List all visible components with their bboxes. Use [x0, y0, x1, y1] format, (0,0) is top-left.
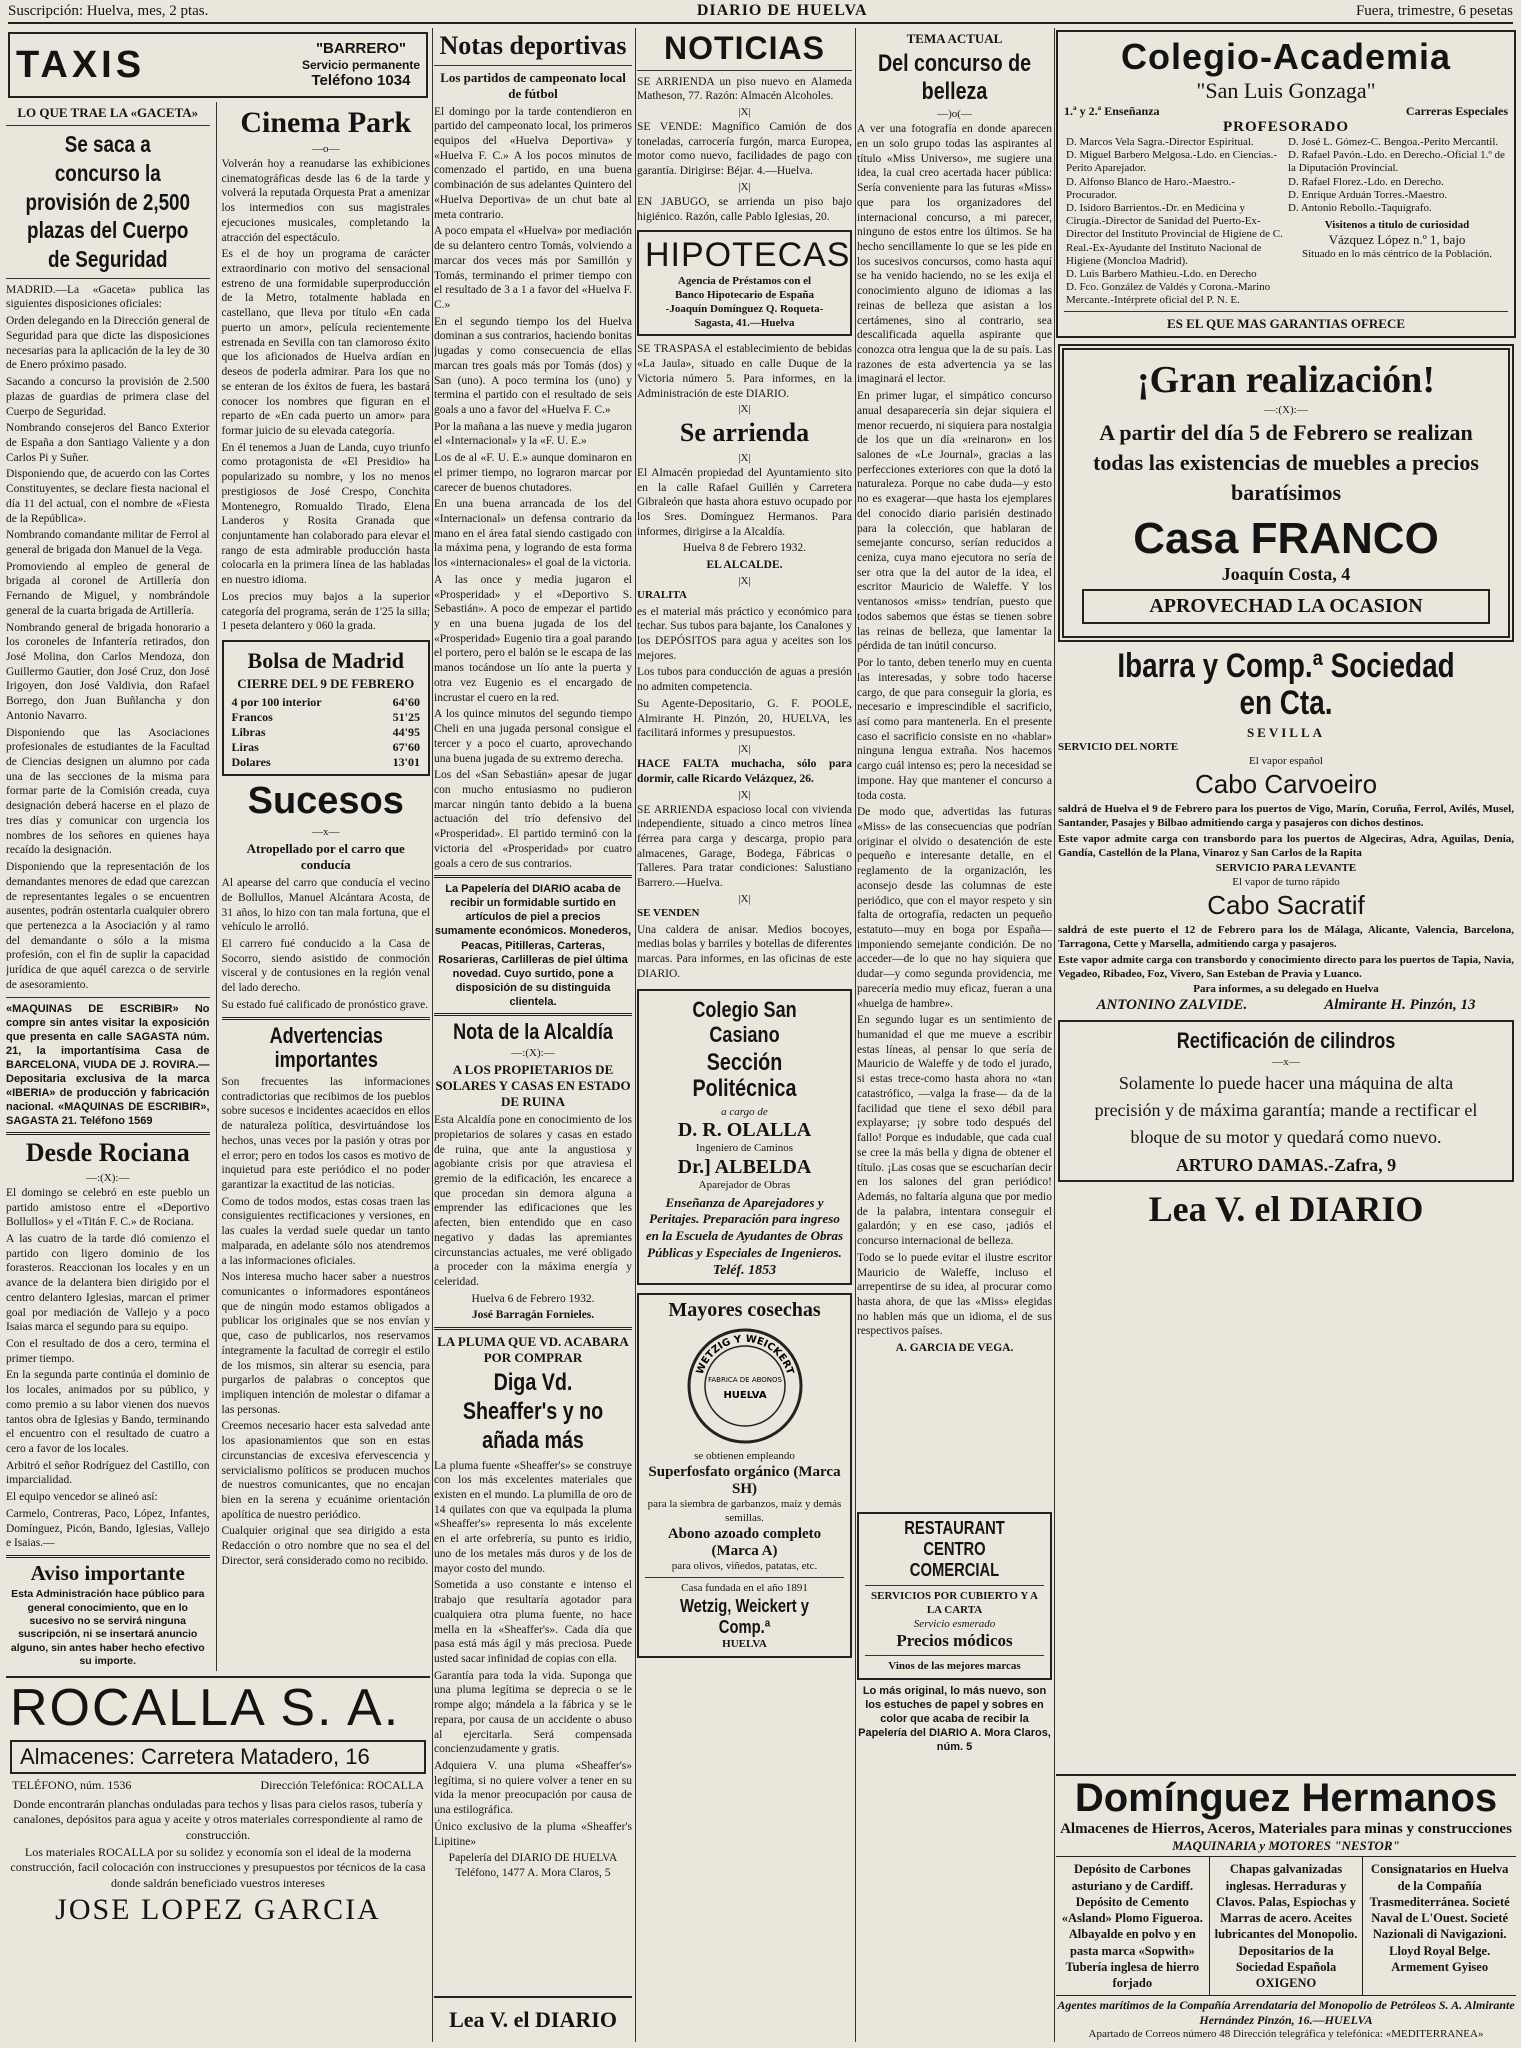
bolsa-name: Dolares [231, 755, 271, 770]
hipotecas-subtitle: Agencia de Préstamos con el [677, 275, 812, 288]
restaurant-line-1: SERVICIOS POR CUBIERTO Y A LA CARTA [871, 1590, 1038, 1616]
gaceta-paragraph: Promoviendo al empleo de general de brigada al coronel de Artillería don Fernando de Miguel, y nombrándole general de la cuarta brigada de Artillería. [6, 560, 210, 617]
colegio-address: Vázquez López n.º 1, bajo [1328, 232, 1466, 248]
cilindros-name: ARTURO DAMAS.-Zafra, 9 [1175, 1154, 1397, 1175]
advertencias-paragraph: Son frecuentes las informaciones contradictorias que recibimos de los pueblos sobre sucesos e incidentes acaecidos en ellos de naturaleza política, desvirtuándose los hechos, unas veces por la pasión y otras por el error; pero en todos los casos es motivo de inquietud para este periódico el no poder garantizar la exactitud de las noticias. [221, 1075, 430, 1191]
hace-falta-ad: HACE FALTA muchacha, sólo para dormir, calle Ricardo Velázquez, 26. [637, 758, 852, 785]
header-masthead: DIARIO DE HUELVA [696, 2, 868, 19]
concurso-title: Del concurso de belleza [877, 50, 1032, 105]
bolsa-name: 4 por 100 interior [231, 695, 322, 710]
dominguez-subtitle: Almacenes de Hierros, Aceros, Materiales para minas y construcciones [1060, 1821, 1512, 1838]
ibarra-service-2: SERVICIO PARA LEVANTE [1215, 862, 1357, 875]
colegio-prof-item: D. Enrique Arduán Torres.-Maestro. [1288, 188, 1448, 201]
advertencias-paragraph: Nos interesa mucho hacer saber a nuestros comunicantes o informadores espontáneos que de ningún modo estamos obligados a publicar los originales que se nos envían y que, caso de publicarlos, nos reservamos íntegramente la facultad de corregir el estilo de los mismos, sin alterar su esencia, para purgarlos de palabras o conceptos que impliquen intención de molestar o difamar a las personas. [221, 1271, 430, 1416]
restaurant-line-3: Precios módicos [896, 1631, 1013, 1651]
rociana-paragraph: A las cuatro de la tarde dió comienzo el partido con ligero dominio de los forasteros. Reaccionan los locales y en un avance de la delantera bien dirigido por el centro delantero Iglesias, marcan el primer goal por mediación de Vallejo y a poco Isaias marca el segundo para su equipo. [6, 1232, 210, 1334]
arrienda-title: Se arrienda [679, 418, 810, 448]
uralita-paragraph: Su Agente-Depositario, G. F. POOLE, Almirante H. Pinzón, 20, HUELVA, les facilitará informes y presupuestos. [637, 697, 852, 740]
colegio-prof-item: D. Miguel Barbero Melgosa.-Ldo. en Ciencias.-Perito Aparejador. [1066, 149, 1278, 175]
uralita-paragraph: es el material más práctico y económico para techar. Sus tubos para bajante, los Canalones y los DEPÓSITOS para agua y aceites son los mejores. [637, 605, 852, 662]
uralita-paragraph: Los tubos para conducción de aguas a presión no admiten competencia. [637, 666, 852, 694]
hipotecas-ad [637, 230, 852, 336]
seal-sub: FABRICA DE ABONOS [707, 1376, 782, 1385]
rociana-paragraph: El equipo vencedor se alineó así: [6, 1491, 158, 1504]
column-2: Notas deportivas Los partidos de campeonato local de fútbol El domingo por la tarde contendieron en partido del campeonato local, los primeros equipos del «Huelva Deportiva» y «Huelva F. C.» A los pocos minutos de comenzado el partido, en una buena combinación de sus adelantes Quintero del «Huelva Deportiva» de un chut bate al meta contrario. A poco empata el «Huelva» por mediación de su delantero centro Tomás, volviendo a marcar dos veces más por Samillón y Tomás, terminando el primer tiempo con el resultado de 3 a 1 a favor del «Huelva F. C.» En el segundo tiempo los del Huelva dominan a sus contrarios, haciendo bonitas jugadas y como consecuencia de ellas marcan tres goals más por Tomás (dos) y San (uno). A poco termina los (uno) y termina el partido con el resultado de seis goals a uno a favor del «Huelva F. C.» Por la mañana a las nueve y media jugaron el «Internacional» y la «F. U. E.» Los de al «F. U. E.» aunque dominaron en el primer tiempo, no lograron marcar por carecer de buenos chutadores. En una buena arrancada de los del «Internacional» un defensa contrario da mano en el área fatal siendo castigado con la máxima pena, y logrando de esta forma los «internacionales» el goal de la victoria. A las once y media jugaron el «Prosperidad» y el «Deportivo S. Sebastián». A poco de empezar el partido y en una buena jugada de los del «Prosperidad» Eugenio tira a goal parando el portero, pero el balón se le escapa de las manos tocándose un lío ante la puerta y otra vez Eugenio es el encargado de incrustar el cuero en la red. A los quince minutos del segundo tiempo Cheli en una jugada personal consigue el tercer y a poco el cuarto, aprovechando una buena jugada de su extremo derecha. Los del «San Sebastián» apesar de jugar con mucho entusiasmo no pudieron marcar ningún tanto debido a la buena actuación del trío defensivo del «Prosperidad». El partido terminó con la victoria del «Prosperidad» por cuatro goals a cero de sus contrarios. La Papelería del DIARIO acaba de recibir un formidable surtido en artículos de piel a precios sumamente económicos. Monederos, Peacas, Pitilleras, Carteras, Rosarieras, Carlilleras de piel última novedad. Cuyo surtido, pone a disposición de su distinguida clientela. Nota de la Alcaldía —:(X):— A LOS PROPIETARIOS DE SOLARES Y CASAS EN ESTADO DE RUINA Esta Alcaldía pone en conocimiento de los propietarios de solares y casas en estado de ruina, que ante la angustiosa y agobiante crisis por que atraviesa el gremio de la edificación, les encarece a que procedan sin demora alguna a emprender las edificaciones que les afecten, bien entendido que en caso negativo y dadas las apremiantes circunstancias actuales, me veré obligado a proceder con la máxima energía y celeridad. Huelva 6 de Febrero 1932. José Barragán Fornieles. LA PLUMA QUE VD. ACABARA POR COMPRAR Diga Vd. Sheaffer's y no añada más La pluma fuente «Sheaffer's» se construye con los más excelentes materiales que existen en el mundo. La plumilla de oro de 14 quilates con que va equipada la pluma «Sheaffer's» representa lo más excelente en el arte orfebrería, su punto es iridio, uno de los metales más duros y de los de mayor costo del mundo. Sometida a uso constante e intenso el trabajo que resultaría agotador para cualquiera otra pluma fuente, no hace mella en la «Sheaffer's». Cada día que pasa está más ágil y más preciosa. Puede usted sacar infinidad de copias con ella. Garantía para toda la vida. Suponga que una pluma legítima se deprecia o se le rompe algo; mándela a la fábrica y se le repara, por causa de un accidente o abuso al ejercitarla. Será compensada concienzudamente y gratis. Adquiera V. una pluma «Sheaffer's» legítima, si no quiere volver a tener en su vida la menor preocupación por causa de una estilográfica. Único exclusivo de la pluma «Sheaffer's Lipitine» Papelería del DIARIO DE HUELVA Teléfono, 1477 A. Mora Claros, 5 Lea V. el DIARIO [434, 28, 632, 2042]
sucesos-paragraph: Al apearse del carro que conducía el vecino de Bollullos, Manuel Alcántara Acosta, de 31 años, lo hizo con tan mala fortuna, que el vehículo le arrolló. [221, 877, 430, 934]
ibarra-vapor-2: El vapor de turno rápido [1232, 875, 1340, 888]
cilindros-ad: Rectificación de cilindros —x— Solamente lo puede hacer una máquina de alta precisión y de máxima garantía; mande a rectificar el bloque de su motor y quedará como nuevo. ARTURO DAMAS.-Zafra, 9 [1058, 1020, 1514, 1182]
table-row [230, 725, 422, 740]
franco-ad: ¡Gran realización! —:(X):— A partir del día 5 de Febrero se realizan todas las existencias de muebles a precios baratísimos Casa FRANCO Joaquín Costa, 4 APROVECHAD LA OCASION [1058, 344, 1514, 641]
cinema-paragraph: Volverán hoy a reanudarse las exhibiciones cinematográficas desde las 6 de la tarde y volverá la reputada Orquesta Prat a amenizar los intermedios con sus magistrales ejecuciones musicales, completando la atracción del espectáculo. [221, 158, 430, 244]
se-venden-text: Una caldera de anisar. Medios bocoyes, medias bolas y barriles y botellas de diferentes marcas. Para informes, en las oficinas de este DIARIO. [637, 923, 852, 980]
sheaffer-paragraph: Único exclusivo de la pluma «Sheaffer's Lipitine» [434, 1820, 632, 1848]
gaceta-paragraph: Nombrando consejeros del Banco Exterior de España a don Santiago Valiente y a don Carlos Pi y Suñer. [6, 422, 210, 464]
rocalla-footer: JOSE LOPEZ GARCIA [55, 1893, 381, 1927]
restaurant-line-2: Servicio esmerado [913, 1617, 996, 1630]
colegio-prof-title: PROFESORADO [1222, 119, 1349, 135]
bolsa-box [222, 640, 430, 776]
cosechas-product-2-desc: para olivos, viñedos, patatas, etc. [671, 1559, 818, 1572]
casiano-title: Colegio San Casiano [692, 997, 797, 1047]
noticias-item: SE ARRIENDA un piso nuevo en Alameda Matheson, 77. Razón: Almacén Alcoholes. [637, 75, 852, 103]
bolsa-name: Francos [231, 710, 273, 725]
maquinas-ad: «MAQUINAS DE ESCRIBIR» No compre sin antes visitar la exposición que presenta en calle SAGASTA núm. 21, la importantísima Casa de BARCELONA, VIUDA DE J. ROVIRA.—Depositaria exclusiva de la marca «IBERIA» de producción y fabricación nacional. «MAQUINAS DE ESCRIBIR», SAGASTA 21. Teléfono 1569 [6, 1002, 210, 1128]
sheaffer-paragraph: Sometida a uso constante e intenso el trabajo que resultaría agotador para cualquiera otra pluma fuente, no hace mella en la «Sheaffer's». Cada día que pasa está más ágil y más preciosa. Puede usted sacar infinidad de copias con ella. [434, 1579, 632, 1665]
column-3: NOTICIAS SE ARRIENDA un piso nuevo en Alameda Matheson, 77. Razón: Almacén Alcoholes. |X| SE VENDE: Magnífico Camión de dos toneladas, carrocería furgón, marca Europea, motor como nuevo, facilidades de pago con garantía. Dirigirse: Béjar. 4.—Huelva. |X| EN JABUGO, se arrienda un piso bajo higiénico. Razón, calle Pablo Iglesias, 20. HIPOTECAS Agencia de Préstamos con el Banco Hipotecario de España -Joaquín Domínguez Q. Roqueta- Sagasta, 41.—Huelva SE TRASPASA el establecimiento de bebidas «La Jaula», situado en calle Duque de la Victoria número 5. Para informes, en la Administración de este DIARIO. |X| Se arrienda |X| El Almacén propiedad del Ayuntamiento sito en la calle Rafael Guillén y Carretera Gibraleón que hasta ahora estuvo ocupado por los Sres. Domínguez Hermanos. Para informes, dirigirse a la Alcaldía. Huelva 8 de Febrero 1932. EL ALCALDE. |X| URALITA es el material más práctico y económico para techar. Sus tubos para bajante, los Canalones y los DEPÓSITOS para agua y aceites son los mejores. Los tubos para conducción de aguas a presión no admiten competencia. Su Agente-Depositario, G. F. POOLE, Almirante H. Pinzón, 20, HUELVA, les facilitará informes y presupuestos. |X| HACE FALTA muchacha, sólo para dormir, calle Ricardo Velázquez, 26. |X| SE ARRIENDA espacioso local con vivienda independiente, situado a cinco metros línea férrea para carga y descarga, propio para almacenes, Garage, Bodega, Fábricas o Talleres. Para tratar condiciones: Salustiano Barrero.—Huelva. |X| SE VENDEN Una caldera de anisar. Medios bocoyes, medias bolas y barriles y botellas de diferentes marcas. Para informes, en las oficinas de este DIARIO. Colegio San Casiano Sección Politécnica a cargo de D. R. OLALLA Ingeniero de Caminos Dr.] ALBELDA Aparejador de Obras Enseñanza de Aparejadores y Peritajes. Preparación para ingreso en la Escuela de Ayudantes de Obras Públicas y Especiales de Ingenieros. Teléf. 1853 Mayores cosechas WETZIG Y WEICKERT FABRICA DE ABONOS HUELVA se obtienen empleando Superfosfato orgánico (Marca SH) para la siembra de garbanzos, maíz y demás semillas. Abono azoado completo (Marca A) para olivos, viñedos, patatas, etc. Casa fundada en el año 1891 Wetzig, Weickert y Comp.ª HUELVA [637, 28, 852, 2042]
dominguez-col-3: Consignatarios en Huelva de la Compañía Trasmediterránea. Societé Naval de L'Ouest. Societé Nazionali di Navigazioni. Lloyd Royal Belge. Armement Gyiseo [1369, 1862, 1510, 1974]
arrienda-dateline: Huelva 8 de Febrero 1932. [683, 542, 806, 555]
franco-title: ¡Gran realización! [1137, 359, 1435, 402]
bolsa-name: Libras [231, 725, 266, 740]
deportivas-paragraph: Por la mañana a las nueve y media jugaron el «Internacional» y la «F. U. E.» [434, 420, 632, 448]
sucesos-subtitle: Atropellado por el carro que conducía [246, 841, 405, 873]
sheaffer-kicker: LA PLUMA QUE VD. ACABARA POR COMPRAR [437, 1334, 629, 1366]
ibarra-address: Almirante H. Pinzón, 13 [1324, 996, 1476, 1013]
rociana-paragraph: Con el resultado de dos a cero, termina el primer tiempo. [6, 1338, 210, 1365]
deportivas-paragraph: A los quince minutos del segundo tiempo Cheli en una jugada personal consigue el tercer y a poco el cuarto, aprovechando una buena jugada de su extremo derecha. [434, 708, 632, 765]
advertencias-title: Advertencias importantes [269, 1022, 383, 1072]
cinema-paragraph: Los precios muy bajos a la superior categoría del programa, serán de 1'25 la silla; 1 peseta delantero y 060 la grada. [221, 590, 430, 633]
se-venden-title: SE VENDEN [637, 906, 700, 919]
dominguez-title: Domínguez Hermanos [1074, 1776, 1498, 1821]
aviso-title: Aviso importante [30, 1561, 185, 1586]
alcaldia-subtitle: A LOS PROPIETARIOS DE SOLARES Y CASAS EN ESTADO DE RUINA [435, 1062, 631, 1110]
colegio-title: Colegio-Academia [1120, 36, 1452, 77]
dominguez-ad [1056, 1774, 1516, 2042]
ibarra-ship-2: Cabo Sacratif [1207, 889, 1365, 920]
bolsa-value: 13'01 [392, 755, 420, 770]
concurso-paragraph: A ver una fotografía en donde aparecen en un solo grupo todas las aspirantes al título «Miss Universo», me sugiere una idea, la cual creo acertada hacer pública: Sería conveniente para las futuras «Miss» que para los organizadores del internacional concurso, a mi parecer, ninguno de estos entre los últimos. Se ha hecho sencillamente lo que se les pide en los sucesivos concursos, como hasta aquí se ha venido haciendo, no se les exija el conocimiento alguno de idiomas a las reinas de belleza que asistan a los certámenes, sino al contrario, sea descalificada aquella aspirante que conozca otra lengua que la de su país. Las razones de esta advertencia ya se las imaginará el lector. [857, 123, 1052, 386]
dominguez-footer: Apartado de Correos número 48 Dirección telegráfica y telefónica: «MEDITERRANEA» [1088, 2028, 1484, 2041]
cilindros-title: Rectificación de cilindros [1176, 1027, 1396, 1053]
concurso-paragraph: Todo se lo puede evitar el ilustre escritor Mauricio de Waleffe, incluso el arrepentirse de su idea, al procurar como hasta ahora, de que las «Miss» elegidas no hablen más que un idioma, el de sus respectivos países. [857, 1251, 1052, 1338]
bolsa-value: 44'95 [392, 725, 420, 740]
arrienda-text: El Almacén propiedad del Ayuntamiento sito en la calle Rafael Guillén y Carretera Gibraleón que hasta ahora estuvo ocupado por los Sres. Domínguez Hermanos. Para informes, dirigirse a la Alcaldía. [637, 466, 852, 538]
cosechas-product-1: Superfosfato orgánico (Marca SH) [648, 1464, 841, 1498]
cosechas-ad [637, 1293, 852, 1658]
bolsa-value: 51'25 [392, 710, 420, 725]
lea-diario: Lea V. el DIARIO [1148, 1188, 1424, 1229]
colegio-ad [1056, 30, 1516, 338]
original-ad: Lo más original, lo más nuevo, son los estuches de papel y sobres en color que acaba de recibir la Papelería del DIARIO A. Mora Claros, núm. 5 [858, 1685, 1051, 1754]
hipotecas-bank: Banco Hipotecario de España [674, 289, 815, 302]
cinema-paragraph: Es el de hoy un programa de carácter extraordinario con motivo del sensacional estreno de una formidable superproducción de la Metro, totalmente hablada en castellano, que lleva por título «En cada puerto un amor», película recientemente estrenada en Sevilla con tan clamoroso éxito que los aficionados de Huelva ardían en deseos de poderla admirar. Para los que no se enteran de los éxitos de fuera, les bastará conocer los nombres que figuran en el reparto de «En cada puerto un amor» para formar juicio de su elevada categoría. [221, 248, 430, 437]
ibarra-text-1b: Este vapor admite carga con transbordo para los puertos de Algeciras, Adra, Aguilas, Denia, Gandía, Castellón de la Plana, Vinaroz y San Carlos de la Rapita [1058, 832, 1514, 860]
alcaldia-title: Nota de la Alcaldía [453, 1018, 613, 1044]
papeleria-ad: La Papelería del DIARIO acaba de recibir un formidable surtido en artículos de piel a precios sumamente económicos. Monederos, Peacas, Pitilleras, Carteras, Rosarieras, Carlilleras de piel última novedad. Cuyo surtido, pone a disposición de su distinguida clientela. [434, 883, 632, 1008]
gaceta-paragraph: Nombrando comandante militar de Ferrol al general de brigada don Manuel de la Vega. [6, 529, 210, 556]
colegio-prof-item: D. Fco. González de Valdés y Corona.-Marino Mercante.-Intérprete oficial del P. N. E. [1066, 281, 1271, 307]
rociana-paragraph: Carmelo, Contreras, Paco, López, Infantes, Domínguez, Picón, Bando, Iglesias, Vallejo e Isaias.— [6, 1507, 210, 1550]
ibarra-ship-1: Cabo Carvoeiro [1194, 768, 1378, 799]
cosechas-title: Mayores cosechas [668, 1299, 821, 1322]
deportivas-paragraph: En una buena arrancada de los del «Internacional» un defensa contrario da mano en el área fatal siendo castigado con la máxima pena, y logrando de esta forma los «internacionales» el goal de la victoria. [434, 498, 632, 570]
franco-name: Casa FRANCO [1133, 513, 1439, 563]
colegio-left-label: 1.ª y 2.ª Enseñanza [1064, 104, 1160, 118]
colegio-prof-item: D. Marcos Vela Sagra.-Director Espiritual. [1066, 136, 1254, 148]
gaceta-paragraph: Disponiendo que la representación de los demandantes menores de edad que carezcan de representantes legales o se encuentren ausentes, podrán ostentarla cualquier obrero que pertenezca a la Asociación y al ramo del demandante o sólo a la misma profesión, con el fin de suplir la capacidad jurídica de que aquél carezca o de servirle de asesoramiento. [6, 861, 210, 991]
dominguez-agents: Agentes marítimos de la Compañía Arrendataria del Monopolio de Petróleos S. A. Almirante Hernández Pinzón, 16.—HUELVA [1056, 1995, 1516, 2028]
rocalla-ad [6, 1676, 430, 1927]
gaceta-paragraph: Disponiendo que las Asociaciones profesionales de estudiantes de la Facultad de Ciencias designen un alumno por cada una de las secciones de la misma para formar parte de la Comisión creada, cuya designación deberá hacerse en el plazo de tres días y comunicar con urgencia los nombres de los señores en quienes haya recaído la designación. [6, 726, 210, 857]
alcaldia-paragraph: Esta Alcaldía pone en conocimiento de los propietarios de solares y casas en estado de ruina, que ante la angustiosa y agobiante crisis por que atraviesa el gremio de la edificación, les encarece a que procedan sin demora alguna a emprender las edificaciones que les afecten, bien entendido que en caso negativo y dadas las apremiantes circunstancias actuales, me veré obligado a proceder con la máxima energía y celeridad. [434, 1114, 632, 1289]
concurso-paragraph: De modo que, advertidas las futuras «Miss» de las consecuencias que podrían originar el olvido o desatención de este pequeño e interesante detalle, en el reglamento de la organización, les aconsejo desde las columnas de este periódico, que con el mayor respeto y sin falta de ortografía, redacten un pequeño estatuto—muy en boga por España—imponiendo semejante condición. De no acceder—de lo que no hay siquiera que dudar—y como segunda providencia, me parecería medio muy eficaz, fueran a una «huelga de hambre». [857, 806, 1052, 1010]
ibarra-text-2: saldrá de este puerto el 12 de Febrero para los de Málaga, Alicante, Valencia, Barcelona, Tarragona, Cette y Marsella, admitiendo carga y pasajeros. [1058, 923, 1514, 950]
concurso-paragraph: Por lo tanto, deben tenerlo muy en cuenta las interesadas, y sobre todo hacerse cargo, de que para conseguir la gloria, es necesario e imprescindible el sacrificio, así como para mantenerla. En el presente caso el sacrificio consiste en no «hablar» ninguna lengua extraña. Nos hacemos cargo cuál intenso es; pero la necesidad se impone. Hay que mantener el concurso a toda costa. [857, 657, 1052, 802]
restaurant-title: RESTAURANT CENTRO COMERCIAL [904, 1518, 1005, 1580]
dominguez-col-1: Depósito de Carbones asturiano y de Cardiff. Depósito de Cemento «Asland» Plomo Figueroa. Albayalde en polvo y en pasta marca «Sopwith» Tubería inglesa de hierro forjado [1056, 1857, 1210, 1995]
colegio-prof-item: D. Luis Barbero Mathieu.-Ldo. en Derecho [1066, 267, 1257, 280]
sheaffer-paragraph: La pluma fuente «Sheaffer's» se construye con los más excelentes materiales que existen en el mundo. La plumilla de oro de 14 quilates con que va equipada la pluma «Sheaffer's» representa lo más excelente en el arte orfebrería, su punto es iridio, uno de los metales más duros y de los de mayor costo del mundo. [434, 1459, 632, 1575]
column-4: TEMA ACTUAL Del concurso de belleza —)o(— A ver una fotografía en donde aparecen en un solo grupo todas las aspirantes al título «Miss Universo», me sugiere una idea, la cual creo acertada hacer pública: Sería conveniente para las futuras «Miss» que para los organizadores del internacional concurso, a mi parecer, ninguno de estos entre los últimos. Se ha hecho sencillamente lo que se les pide en los sucesivos concursos, como hasta aquí se ha venido haciendo, no se les exija el conocimiento alguno de idiomas a las reinas de belleza que asistan a los certámenes, sino al contrario, sea descalificada aquella aspirante que conozca otra lengua que la de su país. Las razones de esta advertencia ya se las imaginará el lector. En primer lugar, el simpático concurso anual desaparecería sin dejar siquiera el menor recuerdo, ni siquiera para nostalgia de los que un día «reinaron» en los salones de «Le Journal», gracias a las perfecciones exteriores con que la dotó la naturaleza. Porque no cabe duda—y esto no es exagerar—que hasta los ejemplares del conocido diario parisién destinado para la colección, que hablaran de semejante concurso, serían reducidos a ceniza, cuya mano ejecutora no sería de ser otra que la del autor de la idea, el escritor Mauricio de Waleffe. Y los ventanosos «miss» tendrían, puesto que todos sabemos que éstas se tienen sobre las reinas de belleza, que lamentar la pérdida de tan inútil concurso. Por lo tanto, deben tenerlo muy en cuenta las interesadas, y sobre todo hacerse cargo, de que para conseguir la gloria, es necesario e imprescindible el sacrificio, así como para mantenerla. En el presente caso el sacrificio consiste en no «hablar» ninguna lengua extraña. Nos hacemos cargo cuál intenso es; pero la necesidad se impone. Hay que mantener el concurso a toda costa. De modo que, advertidas las futuras «Miss» de las consecuencias que podrían originar el olvido o desatención de este pequeño e interesante detalle, en el reglamento de la organización, les aconsejo desde las columnas de este periódico, que con el mayor respeto y sin falta de ortografía, redacten un pequeño estatuto—muy en boga por España—imponiendo semejante condición. De no acceder—de lo que no hay siquiera que dudar—y como segunda providencia, me parecería medio muy eficaz, fueran a una «huelga de hambre». En segundo lugar es un sentimiento de humanidad el que me mueve a escribir estas líneas, al pensar lo que sería de Mauricio de Waleffe y de todo el jurado, si estas trece-como hasta ahora no «tan catastrófico, —valga la frase— da de la facilidad que tiene el sexo débil para explayarse; ¡y sobre todo después del fallo! Porque es indudable, que cada cual se cree la más bella y digna de obtener el título. ¡Las cosas que se escucharían decir en los salones del gran periódico! Además, no faltaría alguna que por medio de la palabra, intentara conseguir el galardón; y en ese caso, ¡adiós el concurso internacional de belleza. Todo se lo puede evitar el ilustre escritor Mauricio de Waleffe, incluso el arrepentirse de su idea, al procurar como hasta ahora, de que las «Miss» elegidas no hablen más que un idioma, el de sus respectivos países. A. GARCIA DE VEGA. RESTAURANT CENTRO COMERCIAL SERVICIOS POR CUBIERTO Y A LA CARTA Servicio esmerado Precios módicos Vinos de las mejores marcas Lo más original, lo más nuevo, son los estuches de papel y sobres en color que acaba de recibir la Papelería del DIARIO A. Mora Claros, núm. 5 [857, 28, 1052, 2042]
sucesos-paragraph: El carrero fué conducido a la Casa de Socorro, siendo asistido de conmoción visceral y de contusiones en la región venal del lado derecho. [221, 937, 430, 995]
franco-address: Joaquín Costa, 4 [1221, 563, 1351, 584]
colegio-prof-item: D. José L. Gómez-C. Bengoa.-Perito Mercantil. [1288, 136, 1499, 148]
header-subscription: Suscripción: Huelva, mes, 2 ptas. [8, 2, 209, 19]
arrienda-signature: EL ALCALDE. [706, 559, 783, 572]
cosechas-founded: Casa fundada en el año 1891 [681, 1582, 808, 1595]
restaurant-ad [857, 1512, 1052, 1680]
cosechas-city: HUELVA [722, 1638, 767, 1651]
advertencias-paragraph: Cualquier original que sea dirigido a esta Redacción o otro nombre que no sea el del Director, será considerado como no recibido. [221, 1525, 430, 1567]
gaceta-paragraph: Sacando a concurso la provisión de 2.500 plazas de guardias de primera clase del Cuerpo de Seguridad. [6, 376, 210, 418]
colegio-right-label: Carreras Especiales [1405, 104, 1508, 118]
ibarra-ad [1058, 648, 1514, 1014]
colegio-footer: ES EL QUE MAS GARANTIAS OFRECE [1166, 316, 1406, 332]
colegio-prof-item: D. Rafael Pavón.-Ldo. en Derecho.-Oficial 1.º de la Diputación Provincial. [1288, 149, 1505, 175]
gaceta-paragraph: Orden delegando en la Dirección general de Seguridad para que dicte las disposiciones necesarias para la aplicación de la ley de 30 de Enero próximo pasado. [6, 315, 210, 372]
rociana-paragraph: En la segunda parte continúa el dominio de los locales, animados por su público, y como premio a su labor vienen dos nuevos tantos obra de Iglesias y Bando, terminando el encuentro con el resultado de cuatro a cero a favor de los locales. [6, 1369, 210, 1456]
aviso-text: Esta Administración hace público para general conocimiento, que en lo sucesivo no se servirá ninguna suscripción, ni se insertará anuncio alguno, sin antes haber hecho efectivo su importe. [10, 1588, 205, 1668]
bolsa-value: 67'60 [392, 740, 420, 755]
casiano-role-1: Ingeniero de Caminos [695, 1142, 794, 1155]
casiano-name-2: Dr.] ALBELDA [677, 1156, 812, 1179]
deportivas-paragraph: A poco empata el «Huelva» por mediación de su delantero centro Tomás, volviendo a marcar dos veces más por Samillón y Tomás, terminando el primer tiempo con el resultado de 3 a 1 a favor del «Huelva F. C.» [434, 225, 632, 311]
table-row [230, 755, 422, 770]
header-price: Fuera, trimestre, 6 pesetas [1355, 2, 1513, 19]
hipotecas-agent: -Joaquín Domínguez Q. Roqueta- Sagasta, 41.—Huelva [665, 302, 824, 329]
wetzig-seal-icon [685, 1326, 805, 1446]
cilindros-text: Solamente lo puede hacer una máquina de alta precisión y de máxima garantía; mande a rectificar el bloque de su motor y quedará como nuevo. [1094, 1072, 1478, 1147]
cosechas-product-2: Abono azoado completo (Marca A) [667, 1525, 822, 1559]
colegio-prof-item: D. Alfonso Blanco de Haro.-Maestro.-Procurador. [1066, 175, 1235, 201]
rocalla-description: Donde encontrarán planchas onduladas para techos y lisas para cielos rasos, tubería y canalones, depósitos para agua y aceite y otros materiales correspondiente al ramo de construcción. [13, 1797, 423, 1842]
column-1: TAXIS "BARRERO" Servicio permanente Teléfono 1034 LO QUE TRAE LA «GACETA» Se saca a concurso la provisión de 2,500 plazas del Cuerpo de Seguridad MADRID.—La «Gaceta» publica las siguientes disposiciones oficiales: Orden delegando en la Dirección general de Seguridad para que dicte las disposiciones necesarias para la aplicación de la ley de 30 de Enero próximo pasado. Sacando a concurso la provisión de 2.500 plazas de guardias de primera clase del Cuerpo de Seguridad. Nombrando consejeros del Banco Exterior de España a don Santiago Valiente y a don Carlos Pi y Suñer. Disponiendo que, de acuerdo con las Cortes Constituyentes, se declare fiesta nacional el día 11 del actual, con el nombre de «Fiesta de la República». Nombrando comandante militar de Ferrol al general de brigada don Manuel de la Vega. Promoviendo al empleo de general de brigada al coronel de Artillería don Fernando de Miguel, y nombrándole general de la cuarta brigada de Artillería. Nombrando general de brigada honorario a los coroneles de Infantería retirados, don José Molina, don Carlos Mendoza, don Guillermo Gautier, don José Cruz, don José Irigoyen, don José Valdivia, don Rafael Borrego, don Juan Buñlancha y don Antonio Navarro. Disponiendo que las Asociaciones profesionales de estudiantes de la Facultad de Ciencias designen un alumno por cada una de las secciones de la misma para formar parte de la Comisión creada, cuya designación deberá hacerse en el plazo de tres días y comunicar con urgencia los nombres de los señores en quienes haya recaído la designación. Disponiendo que la representación de los demandantes menores de edad que carezcan de representantes legales o se encuentren ausentes, podrán ostentarla cualquier obrero que pertenezca a la Asociación y al ramo del demandante o sólo a la misma profesión, con el fin de suplir la capacidad jurídica de que aquél carezca o de servirle de asesoramiento. «MAQUINAS DE ESCRIBIR» No compre sin antes visitar la exposición que presenta en calle SAGASTA núm. 21, la importantísima Casa de BARCELONA, VIUDA DE J. ROVIRA.—Depositaria exclusiva de la marca «IBERIA» de producción y fabricación nacional. «MAQUINAS DE ESCRIBIR», SAGASTA 21. Teléfono 1569 Desde Rociana —:(X):— El domingo se celebró en este pueblo un partido amistoso entre el «Deportivo Bollullos» y el «Titán F. C.» de Rociana. A las cuatro de la tarde dió comienzo el partido con ligero dominio de los forasteros. Reaccionan los locales y en un avance de la delantera bien dirigido por el centro delantero Iglesias, marcan el primer goal por mediación de Vallejo y a poco Isaias marca el segundo para su equipo. Con el resultado de dos a cero, termina el primer tiempo. En la segunda parte continúa el dominio de los locales, animados por su público, y como premio a su labor vienen dos nuevos tantos obra de Iglesias y Bando, terminando el encuentro con el resultado de cuatro a cero a favor de los locales. Arbitró el señor Rodríguez del Castillo, con imparcialidad. El equipo vencedor se alineó así: Carmelo, Contreras, Paco, López, Infantes, Domínguez, Picón, Bando, Iglesias, Vallejo e Isaias.— Aviso importante Esta Administración hace público para general conocimiento, que en lo sucesivo no se servirá ninguna suscripción, ni se insertará anuncio alguno, sin antes haber hecho efectivo su importe. Cinema Park —o— Volverán hoy a reanudarse las exhibiciones cinematográficas desde las 6 de la tarde y volverá la reputada Orquesta Prat a amenizar los intermedios con sus magistrales ejecuciones musicales, completando la atracción del espectáculo. Es el de hoy un programa de carácter extraordinario con motivo del sensacional estreno de una formidable superproducción de la Metro, totalmente hablada en castellano, que lleva por título «En cada puerto un amor», película recientemente estrenada en Sevilla con tan clamoroso éxito que los aficionados de Huelva ardían en deseos de poderla admirar. Para los que no se enteran de los éxitos de fuera, les bastará conocer los nombres que figuran en el reparto de «En cada puerto un amor» para formar juicio de su elevada categoría. En él tenemos a Juan de Landa, cuyo triunfo como protagonista de «El Presidio» ha popularizado su nombre, y los no menos prestigiosos de José Crespo, Conchita Montenegro, Romualdo Tirado, Elena Landeros y Rosita Granada que conjuntamente han colaborado para elevar el rango de esta admirable producción hasta colocarla en la primera línea de las habladas en nuestro idioma. Los precios muy bajos a la superior categoría del programa, serán de 1'25 la silla; 1 peseta delantero y 060 la grada. Bolsa de Madrid CIERRE DEL 9 DE FEBRERO 4 por 100 interior 64'60 Francos 51'25 Libras 44'95 Liras 67'60 Dolares 13'01 Sucesos —x— Atropellado por el carro que conducía Al apearse del carro que conducía el vecino de Bollullos, Manuel Alcántara Acosta, de 31 años, lo hizo con tan mala fortuna, que el vehículo le arrolló. El carrero fué conducido a la Casa de Socorro, siendo asistido de conmoción visceral y de contusiones en la región venal del lado derecho. Su estado fué calificado de pronóstico grave. Advertencias importantes Son frecuentes las informaciones contradictorias que recibimos de los pueblos sobre sucesos e incidentes acaecidos en ellos de naturaleza política, desvirtuándose los hechos, unas veces por la pasión y otras por el error; pero en todos los casos es motivo de inquietud para este periódico el no poder garantizar la exactitud de las noticias. Como de todos modos, estas cosas traen las consiguientes rectificaciones y versiones, en las cuales la verdad suele quedar un tanto malparada, en adelante sólo nos atendremos a las informaciones oficiales. Nos interesa mucho hacer saber a nuestros comunicantes o informadores espontáneos que de ningún modo estamos obligados a publicar los originales que se nos envían y que, caso de publicarlos, nos reservamos íntegramente la facultad de corregir el estilo de los mismos, sin alterar su esencia, para purgarlos de palabras o conceptos que impliquen intención de molestar o difamar a las personas. Creemos necesario hacer esta salvedad ante los apasionamientos que son en estas circunstancias de excesiva efervescencia y servicialismo políticos se producen muchos de nuestros comunicantes, que no encajan bien en la serena y ecuánime orientación apolítica de nuestro periódico. Cualquier original que sea dirigido a esta Redacción o otro nombre que no sea el del Director, será considerado como no recibido. ROCALLA S. A. Almacenes: Carretera Matadero, 16 TELÉFONO, núm. 1536 Dirección Telefónica: ROCALLA Donde encontrarán planchas onduladas para techos y lisas para cielos rasos, tubería y canalones, depósitos para agua y aceite y otros materiales correspondiente al ramo de construcción. Los materiales ROCALLA por su solidez y economía son el ideal de la moderna construcción, facil colocación con instrucciones y presupuestos por técnicos de la casa donde saldrán beneficiado vuestros intereses JOSE LOPEZ GARCIA [6, 28, 430, 2042]
casiano-section: Sección Politécnica [692, 1048, 797, 1103]
restaurant-line-4: Vinos de las mejores marcas [888, 1660, 1021, 1673]
advertencias-paragraph: Como de todos modos, estas cosas traen las consiguientes rectificaciones y versiones, en las cuales la verdad suele quedar un tanto malparada, en adelante sólo nos atendremos a las informaciones oficiales. [221, 1195, 430, 1267]
colegio-prof-item: D. Rafael Florez.-Ldo. en Derecho. [1288, 175, 1444, 188]
rociana-title: Desde Rociana [25, 1138, 190, 1168]
ibarra-city: SEVILLA [1246, 725, 1326, 741]
sucesos-paragraph: Su estado fué calificado de pronóstico grave. [221, 998, 429, 1011]
taxis-company: "BARRERO" [315, 39, 406, 57]
rocalla-description-2: Los materiales ROCALLA por su solidez y economía son el ideal de la moderna construcción, facil colocación con instrucciones y presupuestos por técnicos de la casa donde saldrán beneficiado vuestros intereses [10, 1845, 426, 1890]
hipotecas-title: HIPOTECAS [645, 236, 851, 275]
bolsa-title: Bolsa de Madrid [247, 648, 404, 673]
ibarra-title: Ibarra y Comp.ª Sociedad en Cta. [1117, 646, 1455, 722]
taxis-title: TAXIS [16, 43, 146, 86]
deportivas-paragraph: El domingo por la tarde contendieron en partido del campeonato local, los primeros equipos del «Huelva Deportiva» y «Huelva F. C.» A los pocos minutos de comenzado el partido, en una buena combinación de sus adelantes Quintero del «Huelva Deportiva» de un chut bate al meta contrario. [434, 105, 632, 221]
advertencias-paragraph: Creemos necesario hacer esta salvedad ante los apasionamientos que son en estas circunstancias de excesiva efervescencia y servicialismo políticos se producen muchos de nuestros comunicantes, que no encajan bien en la serena y ecuánime orientación apolítica de nuestro periódico. [221, 1420, 430, 1521]
bolsa-name: Liras [231, 740, 259, 755]
casiano-name-1: D. R. OLALLA [677, 1119, 812, 1142]
gaceta-kicker: LO QUE TRAE LA «GACETA» [17, 105, 199, 120]
seal-city: HUELVA [722, 1390, 767, 1402]
sucesos-title: Sucesos [247, 780, 404, 823]
bolsa-subtitle: CIERRE DEL 9 DE FEBRERO [237, 676, 415, 692]
dominguez-col-2: Chapas galvanizadas inglesas. Herraduras y Clavos. Palas, Espiochas y Marras de acero. Aceites lubricantes del Monopolio. Depositarios de la Sociedad Española OXIGENO [1210, 1857, 1364, 1995]
concurso-paragraph: En primer lugar, el simpático concurso anual desaparecería sin dejar siquiera el menor recuerdo, ni siquiera para nostalgia de los que un día «reinaron» en los salones de «Le Journal», gracias a las perfecciones exteriores con que la dotó la naturaleza. Porque no cabe duda—y esto no es exagerar—que hasta los ejemplares del conocido diario parisién destinado para la colección, que hablaran de semejante concurso, serían reducidos a ceniza, cuya mano ejecutora no sería de ser otra que la del autor de la idea, el escritor Mauricio de Waleffe. Y los ventanosos «miss» tendrían, puesto que todos sabemos que éstas se tienen sobre las reinas de belleza, que lamentar la pérdida de tan inútil concurso. [857, 390, 1052, 653]
casiano-text: Enseñanza de Aparejadores y Peritajes. Preparación para ingreso en la Escuela de Ayudantes de Obras Públicas y Especiales de Ingenieros. [645, 1194, 844, 1260]
deportivas-subtitle: Los partidos de campeonato local de fútbol [440, 69, 626, 101]
taxis-phone: Teléfono 1034 [311, 72, 411, 90]
deportivas-paragraph: A las once y media jugaron el «Prosperidad» y el «Deportivo S. Sebastián». A poco de empezar el partido y en una buena jugada de los del «Prosperidad» Eugenio tira a goal parando el portero, pero el balón se le escapa de las manos tocándose un lío ante la puerta y otra vez Eugenio es el encargado de incrustar el cuero en la red. [434, 573, 632, 704]
alcaldia-dateline: Huelva 6 de Febrero 1932. [471, 1292, 595, 1305]
alcaldia-signature: José Barragán Fornieles. [471, 1309, 595, 1322]
sheaffer-title: Diga Vd. Sheaffer's y no añada más [462, 1369, 604, 1454]
seal-brand: WETZIG Y WEICKERT [694, 1334, 795, 1377]
deportivas-title: Notas deportivas [439, 31, 627, 60]
casiano-role-2: Aparejador de Obras [698, 1179, 791, 1192]
cinema-paragraph: En él tenemos a Juan de Landa, cuyo triunfo como protagonista de «El Presidio» ha popularizado su nombre, y los no menos prestigiosos de José Crespo, Conchita Montenegro, Romualdo Tirado, Elena Landeros y Rosita Granada que conjuntamente han colaborado para elevar el rango de esta admirable producción hasta colocarla en la primera línea de las habladas en nuestro idioma. [221, 441, 430, 587]
cosechas-obtain: se obtienen empleando [694, 1450, 795, 1463]
deportivas-paragraph: Los del «San Sebastián» apesar de jugar con mucho entusiasmo no pudieron marcar ningún tanto debido a la buena actuación del trío defensivo del «Prosperidad». El partido terminó con la victoria del «Prosperidad» por cuatro goals a cero de sus contrarios. [434, 769, 632, 870]
rocalla-address: Almacenes: Carretera Matadero, 16 [10, 1740, 426, 1774]
taxis-ad [8, 32, 428, 98]
arrienda2-ad: SE ARRIENDA espacioso local con vivienda independiente, situado a cinco metros línea férrea para carga y descarga, propio para almacenes, Garage, Bodega, Fábricas o Talleres. Para tratar condiciones: Salustiano Barrero.—Huelva. [637, 803, 852, 890]
noticias-item: SE TRASPASA el establecimiento de bebidas «La Jaula», situado en calle Duque de la Victoria número 5. Para informes, en la Administración de este DIARIO. [637, 343, 852, 400]
gaceta-paragraph: MADRID.—La «Gaceta» publica las siguientes disposiciones oficiales: [6, 283, 210, 311]
taxis-service: Servicio permanente [301, 57, 420, 72]
colegio-prof-item: D. Isidoro Barrientos.-Dr. en Medicina y Cirugía.-Director de Sanidad del Puerto-Ex-Director del Instituto Provincial de Higiene de C. Real.-Ex-Ayudante del Instituto Nacional de Higiene (Moncloa Madrid). [1066, 201, 1283, 267]
sheaffer-footer: Lea V. el DIARIO [434, 1996, 632, 2042]
ibarra-service-1: SERVICIO DEL NORTE [1058, 741, 1179, 754]
ibarra-info: Para informes, a su delegado en Huelva [1193, 982, 1379, 995]
table-row [230, 695, 422, 710]
cosechas-company: Wetzig, Weickert y Comp.ª [679, 1596, 810, 1638]
casiano-ad [637, 989, 852, 1285]
bolsa-value: 64'60 [392, 695, 420, 710]
concurso-signature: A. GARCIA DE VEGA. [895, 1342, 1014, 1355]
table-row [230, 740, 422, 755]
svg-text:WETZIG Y WEICKERT [694, 1334, 795, 1376]
table-row [230, 710, 422, 725]
ibarra-vapor-1: El vapor español [1249, 755, 1323, 768]
concurso-paragraph: En segundo lugar es un sentimiento de humanidad el que me mueve a escribir estas líneas, al pensar lo que sería de Mauricio de Waleffe y de todo el jurado, si estas trece-como hasta ahora no «tan catastrófico, —valga la frase— da de la facilidad que tiene el sexo débil para explayarse; ¡y sobre todo después del fallo! Porque es indudable, que cada cual se cree la más bella y digna de obtener el título. ¡Las cosas que se escucharían decir en los salones del gran periódico! Además, no faltaría alguna que por medio de la palabra, intentara conseguir el galardón; y en ese caso, ¡adiós el concurso internacional de belleza. [857, 1014, 1052, 1248]
noticias-item: EN JABUGO, se arrienda un piso bajo higiénico. Razón, calle Pablo Iglesias, 20. [637, 195, 852, 223]
cosechas-product-1-desc: para la siembra de garbanzos, maíz y demás semillas. [647, 1498, 842, 1524]
gaceta-headline: Se saca a concurso la provisión de 2,500 plazas del Cuerpo de Seguridad [25, 131, 191, 272]
casiano-by: a cargo de [721, 1105, 768, 1118]
concurso-kicker: TEMA ACTUAL [906, 31, 1003, 46]
deportivas-paragraph: En el segundo tiempo los del Huelva dominan a sus contrarios, haciendo bonitas jugadas y como consecuencia de ellas marcan tres goals más por Tomás (dos) y San (uno). A poco termina los (uno) y termina el partido con el resultado de seis goals a uno a favor del «Huelva F. C.» [434, 315, 632, 416]
dominguez-subtitle-2: MAQUINARIA y MOTORES "NESTOR" [1172, 1838, 1400, 1854]
franco-text: A partir del día 5 de Febrero se realizan todas las existencias de muebles a precios baratísimos [1093, 420, 1479, 505]
colegio-prof-item: D. Antonio Rebollo.-Taquígrafo. [1288, 201, 1432, 214]
colegio-location: Situado en lo más céntrico de la Población. [1301, 247, 1492, 260]
franco-cta: APROVECHAD LA OCASION [1082, 589, 1490, 624]
gaceta-paragraph: Disponiendo que, de acuerdo con las Cortes Constituyentes, se declare fiesta nacional el día 11 del actual, con el nombre de «Fiesta de la República». [6, 468, 210, 525]
rocalla-title: ROCALLA S. A. [10, 1679, 401, 1737]
column-5 [1056, 28, 1516, 2042]
page-header [8, 0, 1513, 24]
deportivas-paragraph: Los de al «F. U. E.» aunque dominaron en el primer tiempo, no lograron marcar por carecer de buenos chutadores. [434, 452, 632, 494]
noticias-item: SE VENDE: Magnífico Camión de dos toneladas, carrocería furgón, marca Europea, motor como nuevo, facilidades de pago con garantía. Dirigirse: Béjar. 4.—Huelva. [637, 121, 852, 178]
rocalla-phone: TELÉFONO, núm. 1536 [12, 1778, 132, 1792]
uralita-title: URALITA [637, 588, 687, 601]
cinema-title: Cinema Park [240, 106, 412, 139]
noticias-title: NOTICIAS [664, 30, 825, 66]
sheaffer-paragraph: Papelería del DIARIO DE HUELVA Teléfono, 1477 A. Mora Claros, 5 [448, 1852, 618, 1879]
ibarra-text-1: saldrá de Huelva el 9 de Febrero para los puertos de Vigo, Marín, Coruña, Ferrol, Avilés, Musel, Santander, Pasajes y Bilbao admitiendo carga y pasajeros con dichos destinos. [1058, 802, 1514, 829]
ibarra-text-2b: Este vapor admite carga con transbordo y conocimiento directo para los puertos de Tapia, Navia, Vegadeo, Ribadeo, Foz, Vivero, San Esteban de Pravia y Luanco. [1058, 953, 1514, 980]
sheaffer-paragraph: Garantía para toda la vida. Suponga que una pluma legítima se deprecia o se le rompe algo; mándela a la fábrica y se le repara, por causa de un accidente o abuso al ejercitarla. Será compensada concienzudamente y gratis. [434, 1669, 632, 1756]
rociana-paragraph: Arbitró el señor Rodríguez del Castillo, con imparcialidad. [6, 1459, 210, 1487]
colegio-subtitle: "San Luis Gonzaga" [1196, 78, 1376, 103]
rocalla-telegraph: Dirección Telefónica: ROCALLA [260, 1778, 424, 1792]
casiano-phone: Teléf. 1853 [712, 1263, 777, 1279]
colegio-visit: Visitenos a titulo de curiosidad [1324, 219, 1470, 232]
sheaffer-paragraph: Adquiera V. una pluma «Sheaffer's» legítima, si no quiere volver a tener en su vida la menor preocupación por causa de una estilográfica. [434, 1759, 632, 1817]
gaceta-paragraph: Nombrando general de brigada honorario a los coroneles de Infantería retirados, don José Molina, don Carlos Mendoza, don Guillermo Gautier, don José Cruz, don José Irigoyen, don José Valdivia, don Rafael Borrego, don Juan Buñlancha y don Antonio Navarro. [6, 621, 210, 722]
rociana-paragraph: El domingo se celebró en este pueblo un partido amistoso entre el «Deportivo Bollullos» y el «Titán F. C.» de Rociana. [6, 1186, 210, 1229]
ibarra-agent: ANTONINO ZALVIDE. [1096, 996, 1248, 1013]
